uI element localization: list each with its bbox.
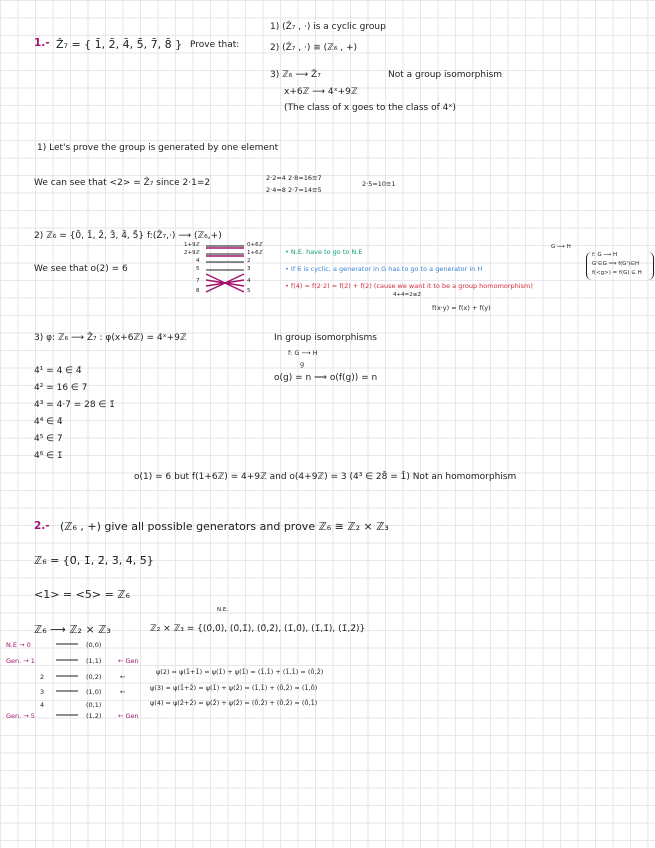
left-label-2: 2 [40,673,45,681]
map-left-4: 5 [196,266,200,272]
side-box-line-2: G'∈G ⟹ f(G')∈H [592,261,640,267]
part-1-calc-2: 2·4=8 2·7=14≡5 [266,186,322,194]
iso-order: o(g) = n ⟹ o(f(g)) = n [274,373,378,383]
bullet-2: • If 6 is cyclic, a generator in G has to go to a generator in H [285,265,483,273]
power-3: 4³ = 4·7̄ = 28 ∈ 1̄ [34,400,115,410]
part-1-text: We can see that <2> = Ẑ₇ since 2·1=2 [34,178,211,188]
bullet-3: • f(4) = f(2·2) = f(2) + f(2) (cause we want it to be a group homomorphism) [285,282,533,290]
pair-0: (0,0) [86,641,102,649]
left-label-5: Gen. → 5 [6,712,35,720]
generators: <1> = <5> = ℤ₆ [34,588,130,601]
psi-2: ψ(2) = ψ(1̄+1̄) = ψ(1̄) + ψ(1̄) = (1̄,1̄) + (1̄,1̄) = (0̄,2̄) [156,668,324,676]
left-label-0: N.E → 0 [6,641,31,649]
psi-3: ψ(3) = ψ(1̄+2̄) = ψ(1̄) + ψ(2̄) = (1̄,1̄) + (0̄,2̄) = (1̄,0̄) [150,684,318,692]
bullet-3-sub: 4+4=2≡2̄ [393,292,421,298]
product-set: ℤ₂ × ℤ₃ = {(0̄,0̄), (0̄,1̄), (0̄,2̄), (1̄,0̄), (1̄,1̄), (1̄,2̄)} [150,624,366,634]
pair-1: (1,1) [86,657,102,665]
iso-heading: In group isomorphisms [274,333,377,343]
power-1: 4¹ = 4 ∈ 4̄ [34,366,82,376]
part-1-calc-1: 2·2=4 2·8=16≡7 [266,174,322,182]
task-3-map: x+6ℤ ⟶ 4ˣ+9ℤ [284,87,358,97]
pair-4: (0,1) [86,701,102,709]
task-3-note: Not a group isomorphism [388,70,503,80]
pair-tag-5: ← Gen [118,712,139,720]
exercise-1-number: 1.- [34,37,50,49]
part-1-calc-3: 2·5=10≡1 [362,180,396,188]
part-2-label: 2) ℤ₆ = {0̄, 1̄, 2̄, 3̄, 4̄, 5̄} f:(Ẑ₇,·) ⟶ (ℤ₆,+) [34,231,222,241]
side-box [586,252,654,280]
map-right-2: 1+6ℤ [247,250,263,256]
z6-set: ℤ₆ = {0̄, 1̄, 2̄, 3̄, 4̄, 5̄} [34,554,154,567]
pair-tag-1: ← Gen [118,657,139,665]
bullet-1: • N.E. have to go to N.E [285,248,363,256]
map-left-1: 1+9ℤ [184,242,200,248]
pair-tag-3: ← [120,688,126,696]
bullet-3-sub-2: f(x·y) = f(x) + f(y) [432,304,491,312]
part-3-label: 3) φ: ℤ₆ ⟶ Ẑ₇ : φ(x+6ℤ) = 4ˣ+9ℤ [34,333,187,343]
power-2: 4² = 16 ∈ 7̄ [34,383,88,393]
side-box-line-3: f(<g>) = f(G) ⊆ H [592,270,642,276]
prove-label: Prove that: [190,40,240,50]
map-right-6: 5 [247,288,251,294]
iso-g: g [300,360,305,368]
left-label-1: Gen. → 1 [6,657,35,665]
exercise-2-statement: (ℤ₆ , +) give all possible generators and prove ℤ₆ ≅ ℤ₂ × ℤ₃ [60,520,389,533]
map-right-5: 4 [247,278,251,284]
left-label-4: 4 [40,701,45,709]
pair-3: (1,0) [86,688,102,696]
task-3: 3) ℤ₆ ⟶ Ẑ₇ [270,70,321,80]
left-label-3: 3 [40,688,45,696]
conclusion: o(1) = 6 but f(1+6ℤ) = 4+9ℤ and o(4+9ℤ) = 3 (4³ ∈ 28̄ = 1̄) Not an homomorphism [134,472,517,482]
ne-label: N.E. [217,607,229,613]
part-1-heading: 1) Let's prove the group is generated by one element [37,143,279,153]
exercise-1-statement: Ẑ₇ = { 1̄, 2̄, 4̄, 5̄, 7̄, 8̄ } [56,38,183,51]
part-2-order: We see that o(2) = 6 [34,264,128,274]
map-left-2: 2+9ℤ [184,250,200,256]
map-right-4: 3 [247,266,251,272]
task-1: 1) (Ẑ₇ , ·) is a cyclic group [270,22,386,32]
map-right-1: 0+6ℤ [247,242,263,248]
map-left-6: 8 [196,288,200,294]
exercise-2-number: 2.- [34,520,50,532]
map-left-5: 7 [196,278,200,284]
map-right-3: 2 [247,258,251,264]
power-4: 4⁴ ∈ 4̄ [34,417,63,427]
iso-map-title: ℤ₆ ⟶ ℤ₂ × ℤ₃ [34,623,111,636]
iso-map: f: G ⟶ H [288,349,318,357]
pair-5: (1,2) [86,712,102,720]
psi-4: ψ(4) = ψ(2̄+2̄) = ψ(2̄) + ψ(2̄) = (0̄,2̄) + (0̄,2̄) = (0̄,1̄) [150,699,318,707]
task-3-explanation: (The class of x goes to the class of 4ˣ) [284,103,456,113]
task-2: 2) (Ẑ₇ , ·) ≅ (ℤ₆ , +) [270,43,358,53]
pair-2: (0,2) [86,673,102,681]
side-box-line-1: f: G ⟶ H [592,252,618,258]
side-arrow: G ⟶ H [551,244,571,250]
pair-tag-2: ← [120,673,126,681]
map-left-3: 4 [196,258,200,264]
power-5: 4⁵ ∈ 7̄ [34,434,63,444]
power-6: 4⁶ ∈ 1̄ [34,451,63,461]
